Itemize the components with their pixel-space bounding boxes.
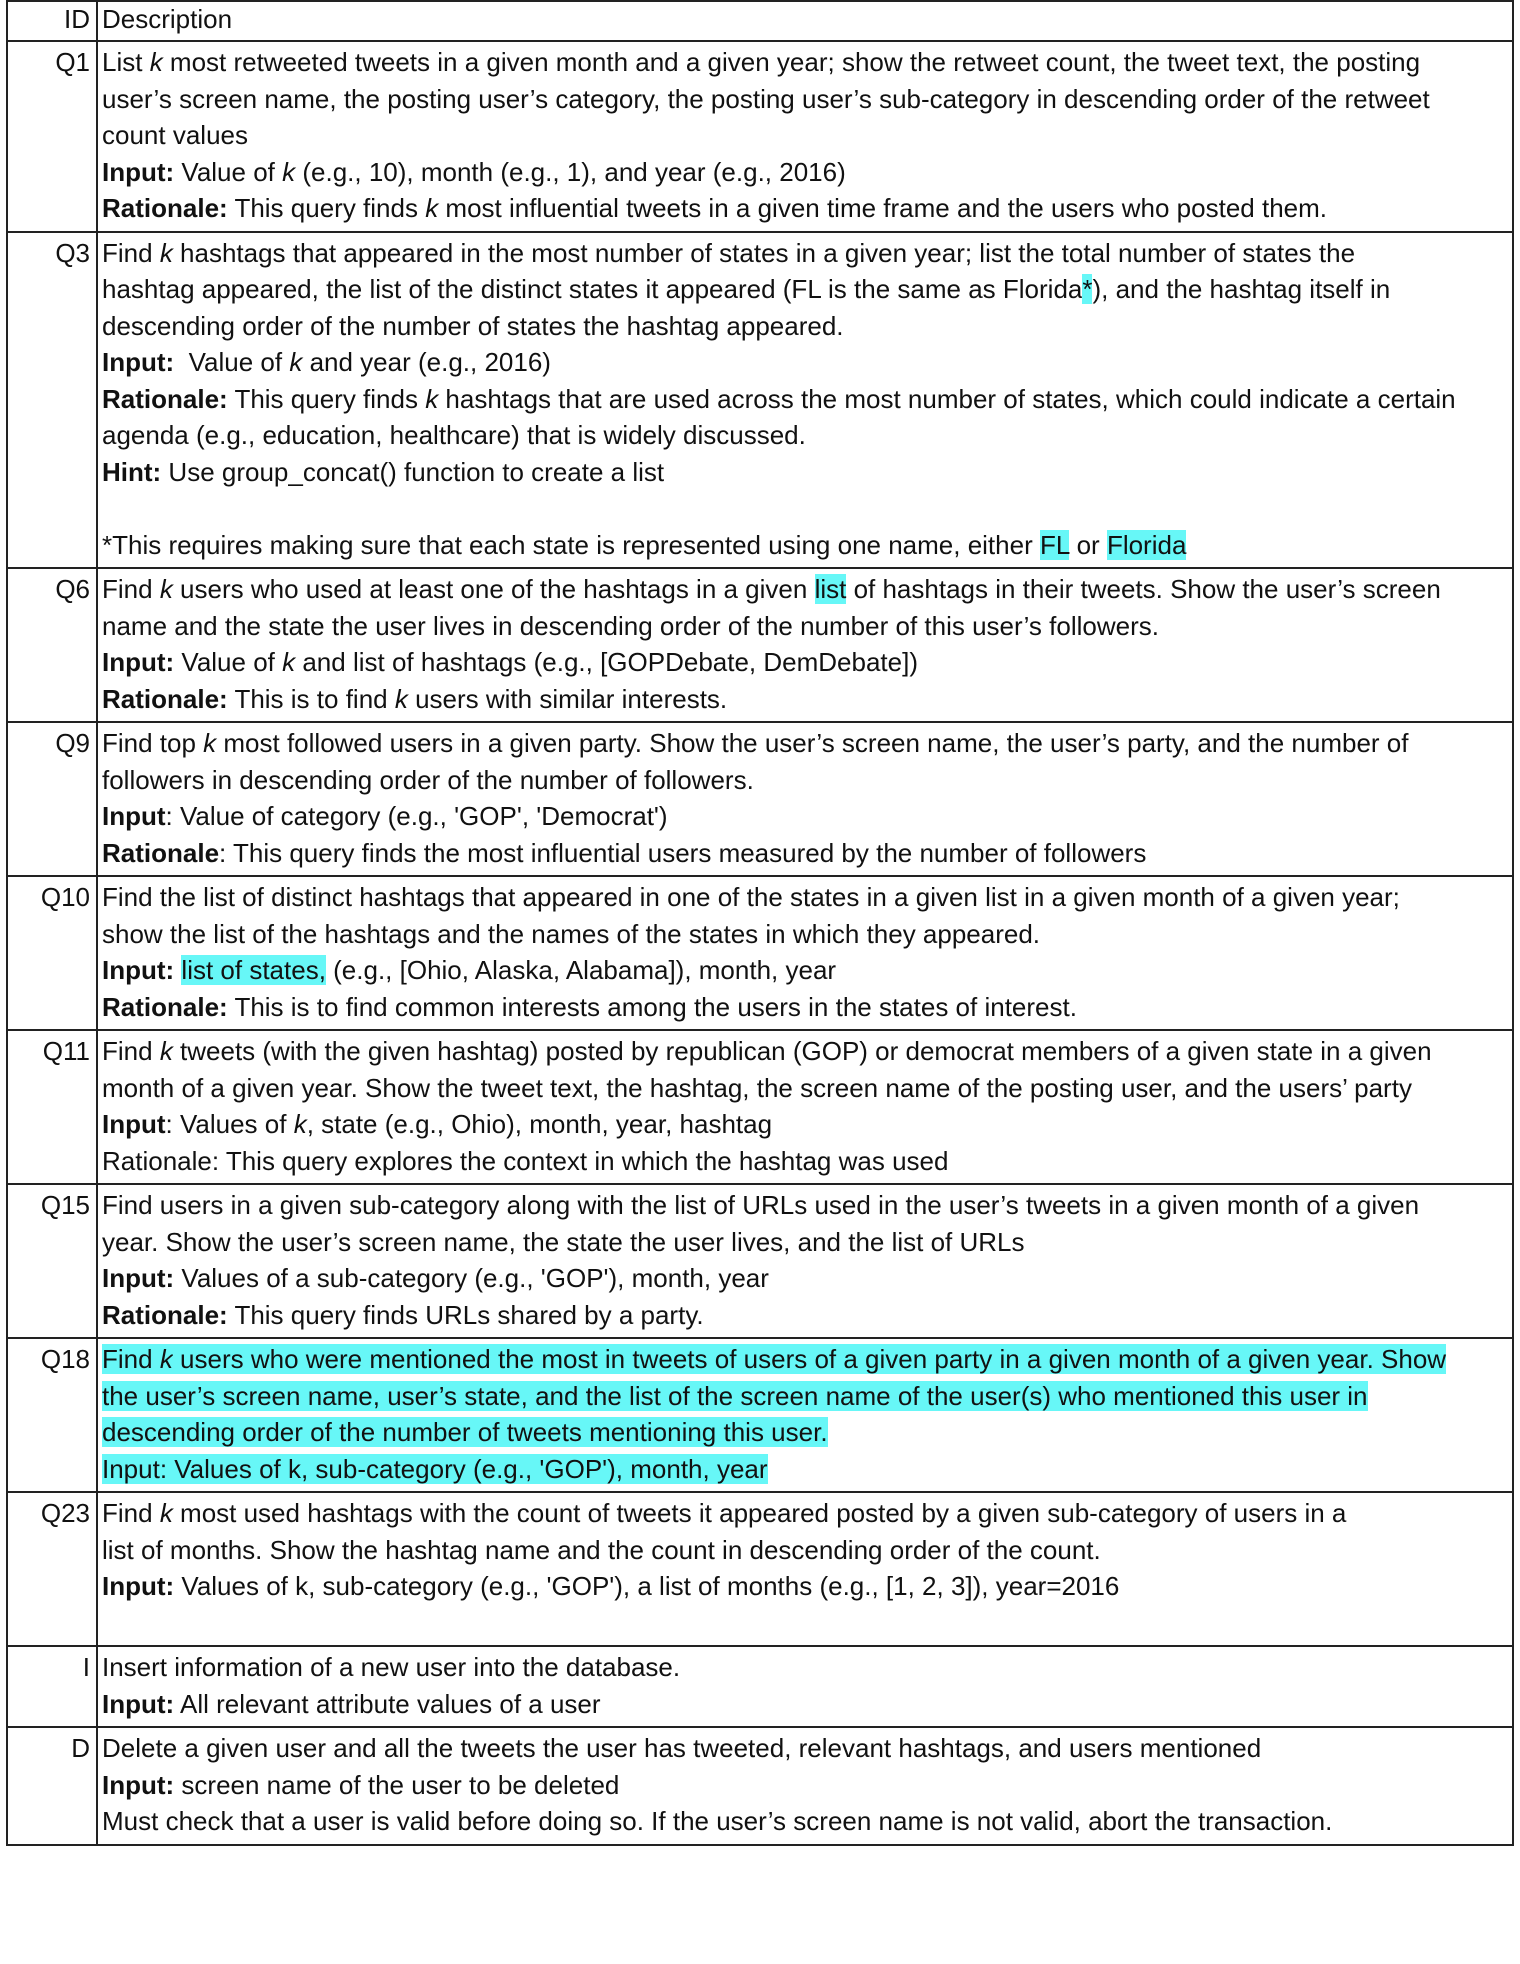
description-line [102,1451,1508,1488]
field-label: Rationale: [102,1299,228,1330]
highlighted-text: Input: Values of k, sub-category (e.g., 'GOP'), month, year [102,1453,768,1484]
description-line [102,1187,1508,1224]
field-label: Rationale [102,837,220,868]
description-text: tweets (with the given hashtag) posted by republican (GOP) or democrat members of a given state in a given [172,1036,1432,1066]
description-line [102,381,1508,418]
description-line [102,1605,1508,1642]
description-text: most retweeted tweets in a given month and a given year; show the retweet count, the tweet text, the posting [162,47,1421,77]
description-text: hashtag appeared, the list of the distinct states it appeared (FL is the same as Florida [102,274,1083,304]
description-text: Find [102,574,160,604]
query-id-cell: Q6 [7,568,97,722]
description-text: : Value of category (e.g., 'GOP', 'Democrat') [165,801,668,831]
field-label: Rationale: [102,991,228,1022]
description-text: Find the list of distinct hashtags that appeared in one of the states in a given list in a given month of a given year; [102,882,1400,912]
highlighted-text: list of states, [181,955,326,985]
description-text: Use group_concat() function to create a list [161,456,665,487]
description-text: and list of hashtags (e.g., [GOPDebate, DemDebate]) [295,647,918,677]
highlighted-text: Find [102,1344,160,1374]
query-id-cell: I [7,1646,97,1727]
description-text: users who used at least one of the hashtags in a given [172,574,815,604]
description-line [102,1495,1508,1532]
field-label: Input [102,1109,166,1139]
description-text: This is to find [227,683,395,714]
description-text: Value of [174,347,290,377]
description-text: List [102,47,150,77]
description-line [102,344,1508,381]
query-id-cell: Q15 [7,1184,97,1338]
field-label: Hint: [102,456,162,487]
description-line [102,527,1508,564]
highlighted-text: list [814,574,847,604]
description-text: Value of [174,647,283,677]
description-text: This query finds URLs shared by a party. [227,1299,704,1330]
description-text: k [282,156,296,187]
description-line [102,952,1508,989]
description-line [102,1070,1508,1107]
field-label: Input: [102,1263,175,1293]
query-description-cell [97,232,1513,569]
description-text: Find top [102,728,204,758]
description-line [102,1033,1508,1070]
field-label: Rationale: [102,193,228,223]
description-text: Rationale: This query explores the context in which the hashtag was used [102,1145,949,1176]
description-text: Find [102,1498,160,1528]
description-text: or [1069,529,1107,560]
query-id-cell: Q11 [7,1030,97,1184]
description-text: year. Show the user’s screen name, the state the user lives, and the list of URLs [102,1226,1025,1257]
description-text: most influential tweets in a given time frame and the users who posted them. [438,193,1327,223]
description-text: Values of a sub-category (e.g., 'GOP'), month, year [174,1263,769,1293]
table-row [7,1727,1513,1845]
description-line [102,417,1508,454]
description-text: of hashtags in their tweets. Show the user’s screen [846,574,1441,604]
description-line [102,454,1508,491]
description-text: (e.g., [Ohio, Alaska, Alabama]), month, year [325,955,837,985]
description-line [102,835,1508,872]
description-text: most used hashtags with the count of tweets it appeared posted by a given sub-category of users in a [172,1498,1347,1528]
description-text: (e.g., 10), month (e.g., 1), and year (e.g., 2016) [295,156,846,187]
description-text: : This query finds the most influential users measured by the number of followers [219,837,1147,868]
description-line [102,762,1508,799]
description-text: user’s screen name, the posting user’s category, the posting user’s sub-category in descending order of the retweet [102,83,1430,114]
description-text: k [282,647,296,677]
description-text: count values [102,120,248,150]
field-label: Input: [102,1571,175,1601]
description-line [102,725,1508,762]
description-line [102,1341,1508,1378]
description-line [102,989,1508,1026]
description-line [102,1378,1508,1415]
description-text: Must check that a user is valid before doing so. If the user’s screen name is not valid, abort the transaction. [102,1806,1333,1836]
description-text: k [293,1109,307,1139]
description-text: k [425,193,439,223]
field-label: Input: [102,347,175,377]
query-description-cell [97,722,1513,876]
query-description-cell [97,1492,1513,1646]
description-text: agenda (e.g., education, healthcare) that is widely discussed. [102,420,806,450]
query-id-cell: Q23 [7,1492,97,1646]
description-text: followers in descending order of the number of followers. [102,764,754,795]
description-text: k [149,47,163,77]
table-row [7,41,1513,232]
description-text: k [159,237,173,268]
highlighted-text: FL [1039,529,1070,560]
description-text: show the list of the hashtags and the names of the states in which they appeared. [102,918,1041,949]
description-line [102,608,1508,645]
description-line [102,571,1508,608]
description-line [102,1106,1508,1143]
query-description-cell [97,1646,1513,1727]
description-text: hashtags that appeared in the most number of states in a given year; list the total number of states the [172,237,1356,268]
field-label: Input: [102,156,175,187]
description-text: Value of [174,156,283,187]
description-text: name and the state the user lives in descending order of the number of this user’s followers. [102,610,1159,641]
description-line [102,1414,1508,1451]
description-line [102,1649,1508,1686]
table-row [7,568,1513,722]
table-row [7,1030,1513,1184]
description-line [102,1297,1508,1334]
description-text: This query finds [227,383,426,414]
description-line [102,644,1508,681]
description-text: and year (e.g., 2016) [302,347,551,377]
description-text: most followed users in a given party. Show the user’s screen name, the user’s party, and the number of [216,728,1409,758]
description-text: : Values of [165,1109,294,1139]
description-text: Find [102,237,160,268]
field-label: Rationale: [102,683,228,714]
description-text: k [203,728,217,758]
description-text: This query finds [227,193,426,223]
highlighted-text: Florida [1106,529,1187,560]
highlighted-text: the user’s screen name, user’s state, and the list of the screen name of the user(s) who mentioned this user in [102,1380,1368,1411]
query-id-cell: Q18 [7,1338,97,1492]
description-text: month of a given year. Show the tweet text, the hashtag, the screen name of the posting user, and the users’ party [102,1072,1412,1103]
field-label: Input: [102,647,175,677]
highlighted-text: * [1082,274,1093,304]
query-table [6,0,1514,1846]
description-text: All relevant attribute values of a user [174,1688,601,1719]
query-id-cell: Q3 [7,232,97,569]
query-id-cell: Q1 [7,41,97,232]
description-text: k [159,574,173,604]
description-line [102,1224,1508,1261]
description-line [102,308,1508,345]
description-line [102,1803,1508,1840]
field-label: Input [102,801,166,831]
table-header-row [7,1,1513,41]
description-text: k [289,347,303,377]
query-table-container [6,0,1512,1846]
table-row [7,1338,1513,1492]
description-text: hashtags that are used across the most number of states, which could indicate a certain [438,383,1456,414]
description-text: k [159,1498,173,1528]
description-line [102,81,1508,118]
table-row [7,722,1513,876]
description-text: list of months. Show the hashtag name and the count in descending order of the count. [102,1534,1101,1565]
description-line [102,235,1508,272]
field-label: Input: [102,1769,175,1800]
description-text: This is to find common interests among the users in the states of interest. [227,991,1077,1022]
query-description-cell [97,1184,1513,1338]
query-id-cell: Q10 [7,876,97,1030]
description-text: Find [102,1036,160,1066]
highlighted-text: descending order of the number of tweets mentioning this user. [102,1417,828,1447]
description-line [102,1260,1508,1297]
table-row [7,1184,1513,1338]
description-line [102,681,1508,718]
query-id-cell: Q9 [7,722,97,876]
description-text: users with similar interests. [407,683,728,714]
description-line [102,1767,1508,1804]
highlighted-text: k [159,1344,173,1374]
field-label: Input: [102,955,175,985]
description-line [102,490,1508,527]
description-text: Values of k, sub-category (e.g., 'GOP'), a list of months (e.g., [1, 2, 3]), year=2016 [174,1571,1120,1601]
table-body [7,41,1513,1845]
description-line [102,271,1508,308]
description-line [102,117,1508,154]
query-id-cell: D [7,1727,97,1845]
query-description-cell [97,876,1513,1030]
description-text: descending order of the number of states the hashtag appeared. [102,310,844,341]
table-row [7,232,1513,569]
query-description-cell [97,568,1513,722]
description-line [102,879,1508,916]
query-description-cell [97,41,1513,232]
description-text: k [159,1036,173,1066]
query-description-cell [97,1338,1513,1492]
table-row [7,876,1513,1030]
description-text: Insert information of a new user into the database. [102,1652,681,1682]
description-line [102,44,1508,81]
description-text: ), and the hashtag itself in [1092,274,1391,304]
description-text: Delete a given user and all the tweets the user has tweeted, relevant hashtags, and users mentioned [102,1733,1262,1763]
description-line [102,1143,1508,1180]
field-label: Input: [102,1688,175,1719]
description-line [102,1730,1508,1767]
field-label: Rationale: [102,383,228,414]
description-column-header: Description [97,1,1513,41]
highlighted-text: users who were mentioned the most in tweets of users of a given party in a given month of a given year. Show [172,1344,1447,1374]
id-column-header: ID [7,1,97,41]
description-line [102,1532,1508,1569]
description-text: *This requires making sure that each state is represented using one name, either [102,529,1040,560]
query-description-cell [97,1727,1513,1845]
description-line [102,1568,1508,1605]
description-line [102,154,1508,191]
description-line [102,916,1508,953]
description-line [102,1686,1508,1723]
description-text: k [425,383,439,414]
description-text: k [394,683,408,714]
table-row [7,1646,1513,1727]
description-line [102,190,1508,227]
query-description-cell [97,1030,1513,1184]
description-text: , state (e.g., Ohio), month, year, hashtag [306,1109,773,1139]
table-row [7,1492,1513,1646]
description-text: screen name of the user to be deleted [174,1769,620,1800]
description-text: Find users in a given sub-category along with the list of URLs used in the user’s tweets in a given month of a given [102,1190,1420,1220]
description-line [102,798,1508,835]
